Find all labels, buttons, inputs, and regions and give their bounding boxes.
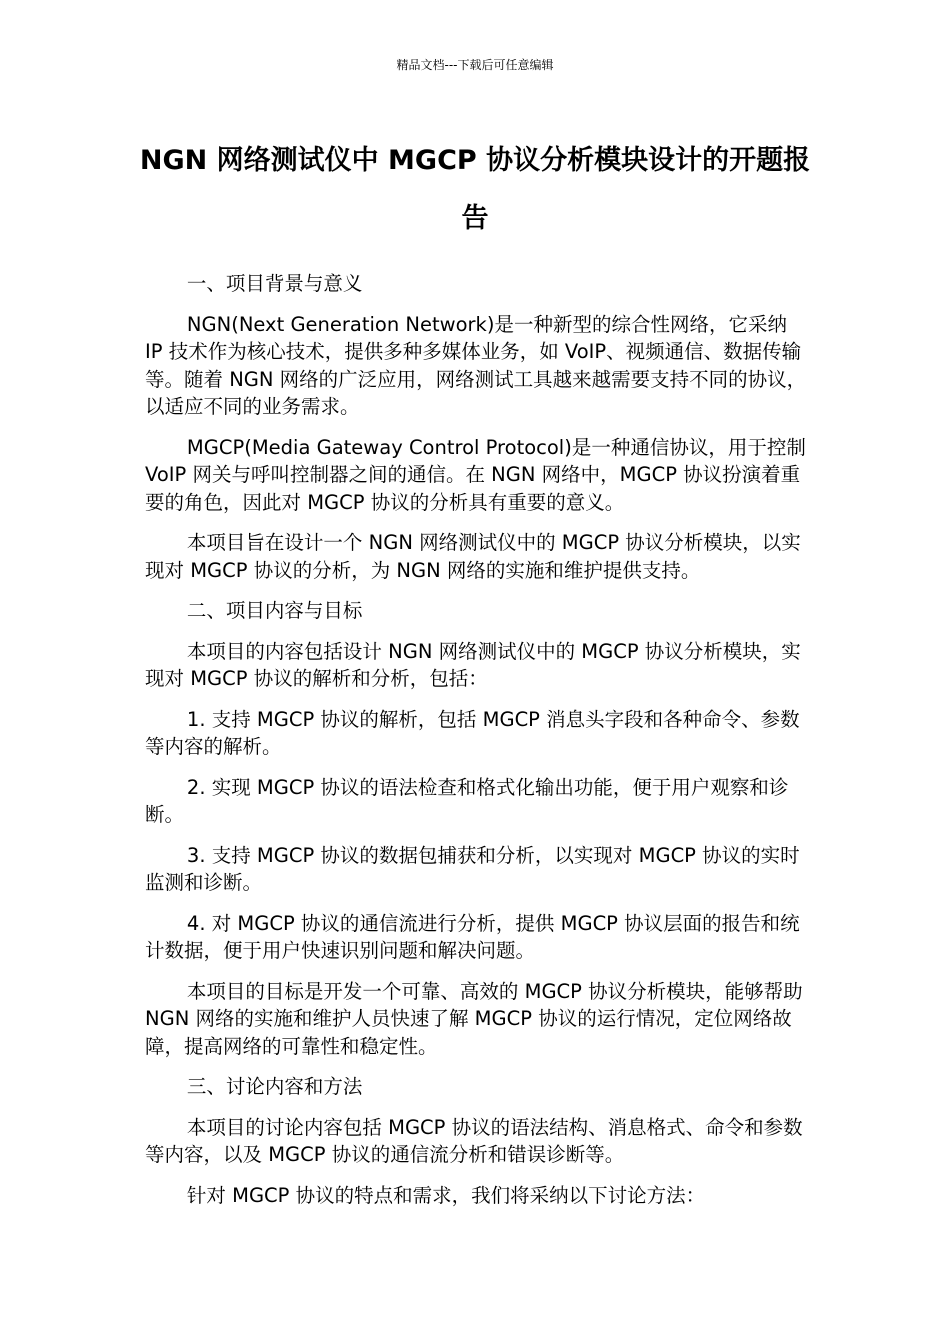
document-title: NGN 网络测试仪中 MGCP 协议分析模块设计的开题报告 [139,145,811,234]
section-heading-content-goals: 二、项目内容与目标 [186,599,363,622]
list-item-4: 4. 对 MGCP 协议的通信流进行分析，提供 MGCP 协议层面的报告和统计数据，便于用户快速识别问题和解决问题。 [145,911,800,962]
paragraph-project-goal: 本项目的目标是开发一个可靠、高效的 MGCP 协议分析模块，能够帮助 NGN 网络的实施和维护人员快速了解 MGCP 协议的运行情况，定位网络故障，提高网络的可靠性和稳定性。 [145,979,803,1058]
section-heading-methods: 三、讨论内容和方法 [186,1075,363,1098]
paragraph-discussion-methods: 针对 MGCP 协议的特点和需求，我们将采纳以下讨论方法： [186,1183,706,1207]
list-item-2: 2. 实现 MGCP 协议的语法检查和格式化输出功能，便于用户观察和诊断。 [145,775,789,826]
paragraph-project-aim: 本项目旨在设计一个 NGN 网络测试仪中的 MGCP 协议分析模块，以实现对 MGCP 协议的分析，为 NGN 网络的实施和维护提供支持。 [145,531,801,582]
paragraph-mgcp-intro: MGCP(Media Gateway Control Protocol)是一种通信协议，用于控制 VoIP 网关与呼叫控制器之间的通信。在 NGN 网络中，MGCP 协议扮演着重要的角色，因此对 MGCP 协议的分析具有重要的意义。 [145,435,806,514]
section-heading-background: 一、项目背景与意义 [186,272,363,295]
header-note: 精品文档---下载后可任意编辑 [396,58,554,72]
document-body [145,270,810,1222]
paragraph-discussion-content: 本项目的讨论内容包括 MGCP 协议的语法结构、消息格式、命令和参数等内容，以及 MGCP 协议的通信流分析和错误诊断等。 [145,1115,803,1166]
list-item-1: 1. 支持 MGCP 协议的解析，包括 MGCP 消息头字段和各种命令、参数等内容的解析。 [145,707,800,758]
paragraph-project-content: 本项目的内容包括设计 NGN 网络测试仪中的 MGCP 协议分析模块，实现对 MGCP 协议的解析和分析，包括： [145,639,801,690]
paragraph-ngn-intro: NGN(Next Generation Network)是一种新型的综合性网络，它采纳 IP 技术作为核心技术，提供多种多媒体业务，如 VoIP、视频通信、数据传输等。随着 NGN 网络的广泛应用，网络测试工具越来越需要支持不同的协议，以适应不同的业务需求。 [145,312,807,418]
list-item-3: 3. 支持 MGCP 协议的数据包捕获和分析，以实现对 MGCP 协议的实时监测和诊断。 [145,843,800,894]
